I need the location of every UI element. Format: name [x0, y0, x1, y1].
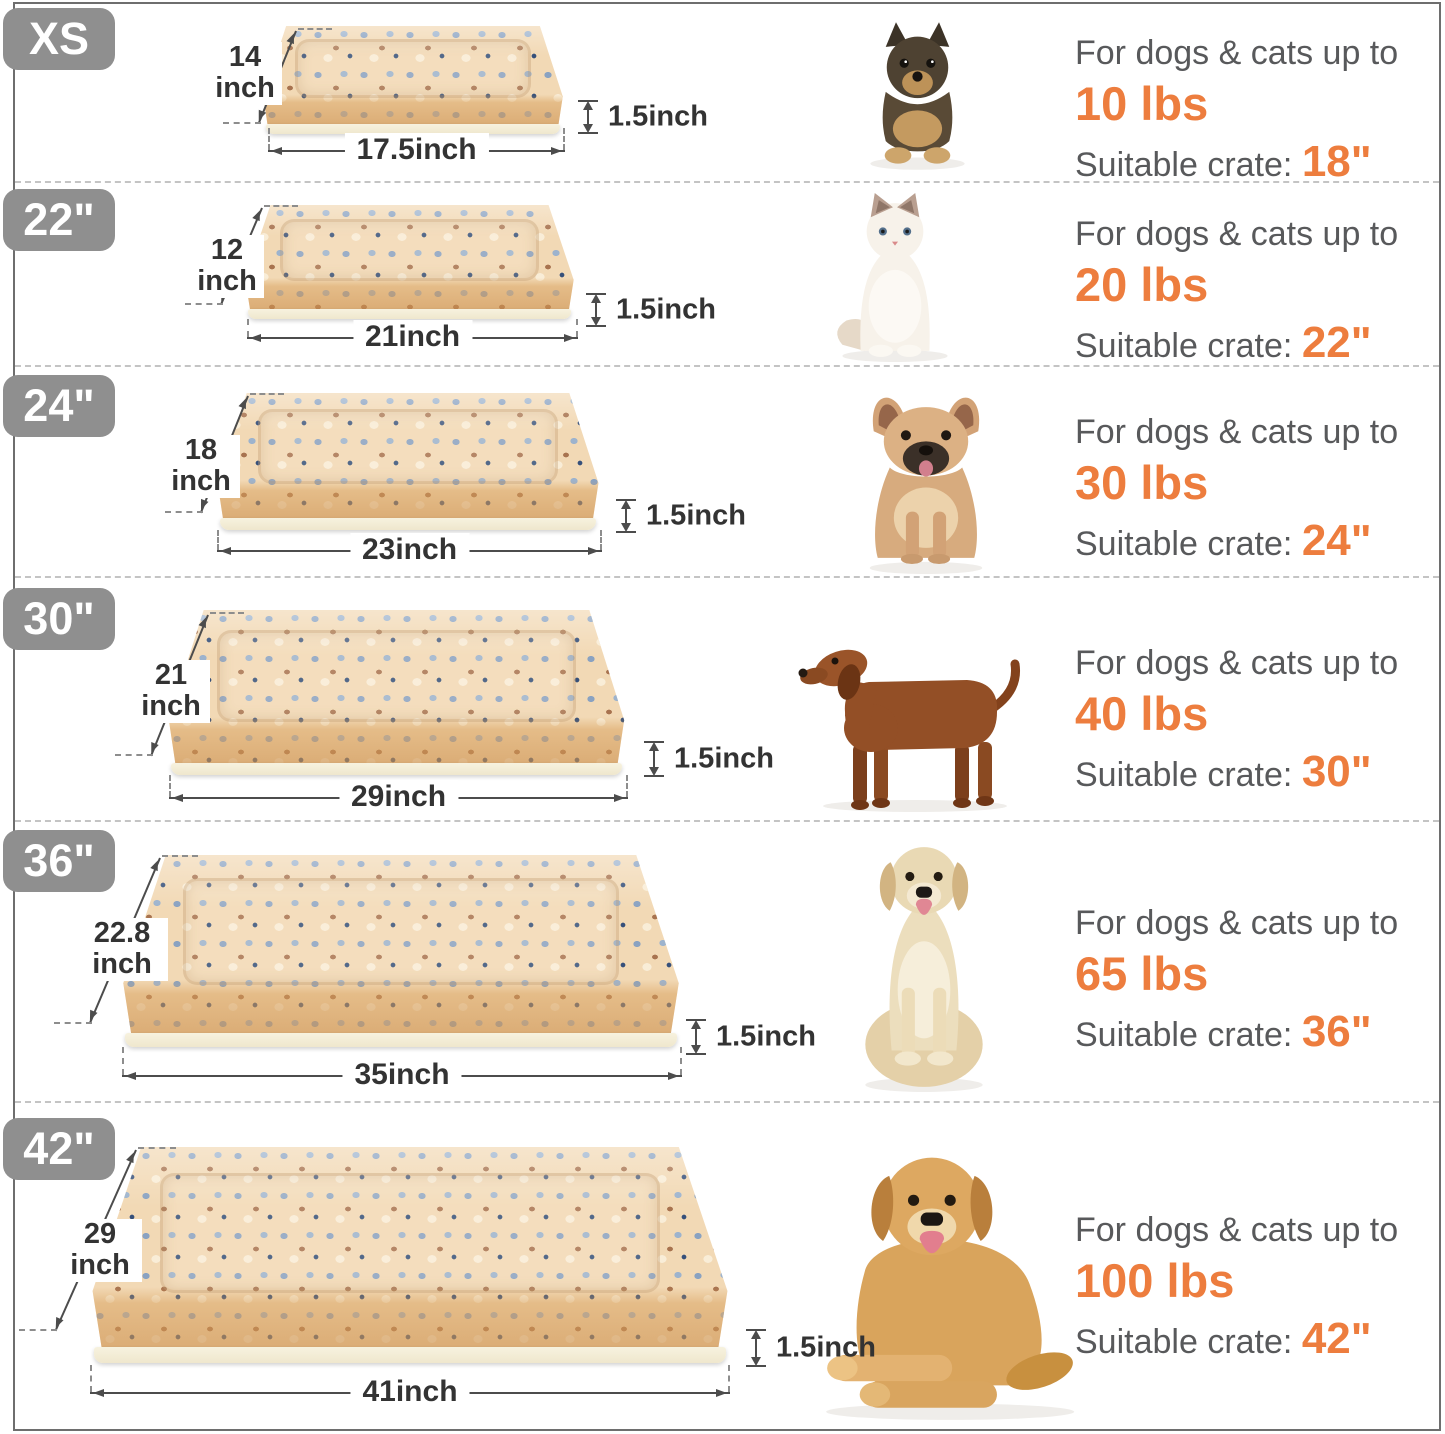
crate-label: Suitable crate:: [1075, 1323, 1293, 1362]
depth-value: 12: [210, 234, 244, 266]
depth-value: 14: [228, 41, 262, 73]
info-line: For dogs & cats up to: [1075, 215, 1399, 253]
crate-line: [1075, 1007, 1435, 1056]
info-line: For dogs & cats up to: [1075, 904, 1399, 942]
dim-tick: [19, 1329, 57, 1331]
size-badge-42: [3, 1118, 115, 1180]
size-row-22: [0, 183, 1445, 367]
mat-sherpa-base: [248, 309, 571, 319]
depth-unit: inch: [215, 72, 275, 105]
size-info-30: [1075, 644, 1435, 797]
depth-unit: inch: [141, 690, 201, 723]
thickness-dimension-label: 1.5inch: [674, 742, 774, 775]
dachshund-photo: [796, 616, 1024, 814]
info-line: For dogs & cats up to: [1075, 1211, 1399, 1249]
dim-tick: [264, 205, 298, 207]
mat-photo-22: [244, 205, 575, 319]
depth-dimension-label: [76, 918, 168, 981]
crate-size-value: 22": [1301, 318, 1372, 368]
crate-size-value: 24": [1301, 516, 1372, 566]
size-row-42: [0, 1103, 1445, 1434]
size-badge-xs: [3, 8, 115, 70]
thickness-dimension-label: 1.5inch: [616, 293, 716, 326]
depth-dimension-label: [132, 660, 210, 723]
size-info-42: [1075, 1211, 1435, 1364]
weight-value: 10 lbs: [1075, 77, 1209, 131]
size-badge-22: [3, 189, 115, 251]
thickness-dimension-label: 1.5inch: [776, 1331, 876, 1364]
dim-tick: [54, 1022, 92, 1024]
width-dimension-label: 21inch: [353, 320, 472, 354]
mat-pillow-stitch: [280, 219, 538, 281]
dim-tick: [90, 1365, 92, 1392]
weight-value: 65 lbs: [1075, 947, 1209, 1001]
mat-top-surface: [167, 610, 626, 763]
dim-tick: [680, 1047, 682, 1075]
dim-tick: [122, 1047, 124, 1075]
mat-top-surface: [216, 393, 600, 518]
size-badge-label: 24": [23, 380, 95, 431]
size-badge-label: 36": [23, 835, 95, 886]
thickness-arrow: [595, 296, 597, 324]
size-badge-36: [3, 830, 115, 892]
mat-photo-42: [90, 1147, 730, 1363]
dim-tick: [138, 1147, 176, 1149]
white-ragdoll-cat-photo: [824, 191, 966, 363]
depth-value: 21: [154, 659, 188, 691]
crate-label: Suitable crate:: [1075, 1016, 1293, 1055]
size-row-36: [0, 822, 1445, 1103]
width-dimension-label: 41inch: [350, 1375, 469, 1409]
depth-unit: inch: [171, 465, 231, 498]
mat-sherpa-base: [125, 1033, 677, 1047]
crate-size-value: 42": [1301, 1314, 1372, 1364]
crate-line: [1075, 1314, 1435, 1363]
crate-label: Suitable crate:: [1075, 327, 1293, 366]
size-badge-24: [3, 375, 115, 437]
crate-line: [1075, 516, 1435, 565]
mat-pillow-stitch: [295, 39, 531, 98]
french-bulldog-photo: [845, 379, 1007, 575]
depth-value: 22.8: [93, 917, 151, 949]
crate-size-value: 30": [1301, 747, 1372, 797]
mat-pillow-stitch: [183, 878, 620, 985]
depth-dimension-label: [190, 235, 264, 298]
crate-line: [1075, 137, 1435, 186]
size-row-24: [0, 367, 1445, 578]
crate-line: [1075, 318, 1435, 367]
thickness-arrow: [625, 502, 627, 530]
mat-photo-30: [167, 610, 626, 775]
depth-unit: inch: [197, 265, 257, 298]
size-badge-30: [3, 588, 115, 650]
info-line: For dogs & cats up to: [1075, 34, 1399, 72]
width-dimension-label: 35inch: [342, 1058, 461, 1092]
mat-sherpa-base: [94, 1347, 726, 1363]
info-line: For dogs & cats up to: [1075, 644, 1399, 682]
width-dimension-label: 17.5inch: [344, 133, 488, 167]
size-info-24: [1075, 413, 1435, 566]
mat-top-surface: [262, 26, 564, 124]
weight-value: 40 lbs: [1075, 687, 1209, 741]
mat-photo-xs: [262, 26, 564, 134]
dim-tick: [250, 393, 284, 395]
info-line: For dogs & cats up to: [1075, 413, 1399, 451]
crate-size-value: 18": [1301, 137, 1372, 187]
size-info-36: [1075, 904, 1435, 1057]
crate-label: Suitable crate:: [1075, 525, 1293, 564]
weight-value: 30 lbs: [1075, 456, 1209, 510]
mat-photo-36: [121, 855, 681, 1047]
mat-top-surface: [90, 1147, 730, 1347]
thickness-arrow: [653, 744, 655, 774]
golden-retriever-lying-photo: [795, 1119, 1085, 1424]
dim-tick: [728, 1365, 730, 1392]
dim-tick: [210, 612, 244, 614]
depth-unit: inch: [70, 1249, 130, 1282]
crate-size-value: 36": [1301, 1007, 1372, 1057]
width-dimension-label: 23inch: [350, 533, 469, 567]
depth-unit: inch: [92, 948, 152, 981]
mat-pillow-stitch: [258, 409, 558, 484]
yorkshire-terrier-puppy-photo: [855, 20, 980, 170]
thickness-dimension-label: 1.5inch: [646, 499, 746, 532]
dim-tick: [162, 855, 198, 857]
depth-value: 29: [83, 1218, 117, 1250]
dim-tick: [185, 303, 223, 305]
mat-pillow-stitch: [160, 1173, 659, 1293]
crate-label: Suitable crate:: [1075, 756, 1293, 795]
size-badge-label: XS: [28, 13, 90, 64]
weight-value: 20 lbs: [1075, 258, 1209, 312]
dim-tick: [223, 122, 261, 124]
dim-tick: [298, 28, 332, 30]
mat-top-surface: [121, 855, 681, 1033]
thickness-dimension-label: 1.5inch: [716, 1020, 816, 1053]
dim-tick: [165, 511, 203, 513]
depth-dimension-label: [162, 435, 240, 498]
thickness-arrow: [695, 1022, 697, 1052]
thickness-arrow: [755, 1332, 757, 1364]
depth-value: 18: [184, 434, 218, 466]
weight-value: 100 lbs: [1075, 1254, 1235, 1308]
mat-top-surface: [244, 205, 575, 309]
depth-dimension-label: [208, 42, 282, 105]
golden-retriever-sitting-photo: [845, 836, 1003, 1094]
mat-pillow-stitch: [217, 630, 575, 722]
width-dimension-label: 29inch: [339, 780, 458, 814]
mat-sherpa-base: [171, 763, 622, 775]
size-row-30: [0, 578, 1445, 822]
dim-tick: [115, 754, 153, 756]
crate-line: [1075, 747, 1435, 796]
size-info-xs: [1075, 34, 1435, 187]
mat-sherpa-base: [220, 518, 596, 530]
thickness-arrow: [587, 103, 589, 131]
crate-label: Suitable crate:: [1075, 146, 1293, 185]
depth-dimension-label: [58, 1219, 142, 1282]
size-info-22: [1075, 215, 1435, 368]
size-badge-label: 22": [23, 194, 95, 245]
size-badge-label: 30": [23, 593, 95, 644]
thickness-dimension-label: 1.5inch: [608, 100, 708, 133]
size-badge-label: 42": [23, 1123, 95, 1174]
size-row-xs: [0, 0, 1445, 187]
mat-photo-24: [216, 393, 600, 530]
